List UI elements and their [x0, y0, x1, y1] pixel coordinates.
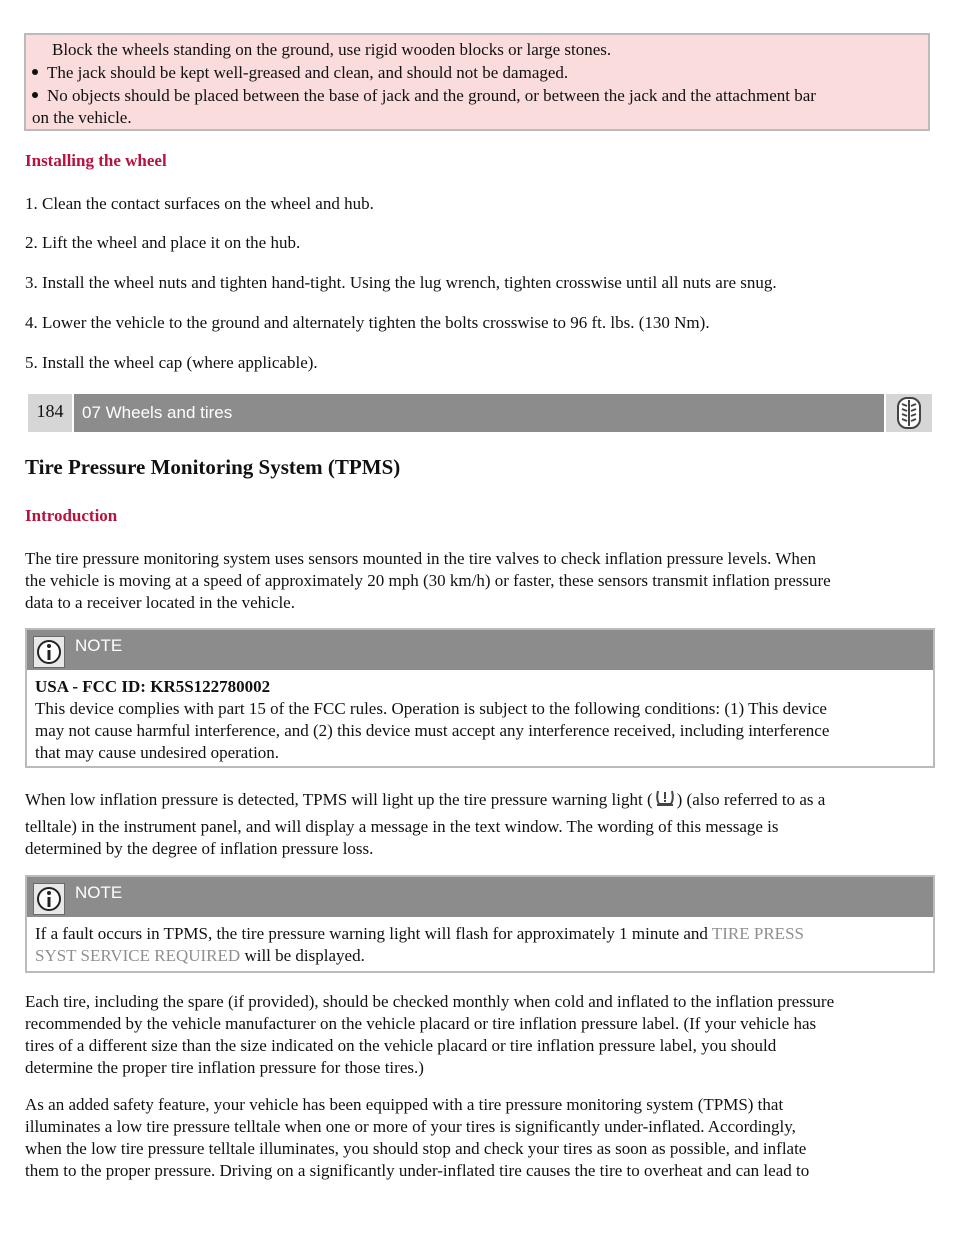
warning-bullet-text: The jack should be kept well-greased and clean, and should not be damaged. — [47, 63, 569, 82]
intro-heading: Introduction — [25, 506, 118, 525]
low-pressure-text: When low inflation pressure is detected, TPMS will light up the tire pressure warning light ( — [25, 789, 653, 809]
note-box-fcc — [25, 628, 935, 768]
info-icon — [33, 636, 65, 668]
info-icon — [33, 883, 65, 915]
note-body — [27, 917, 933, 973]
warning-box — [24, 33, 930, 131]
step-3: 3. Install the wheel nuts and tighten hand-tight. Using the lug wrench, tighten crosswise until all nuts are snug. — [25, 273, 777, 292]
tire-pressure-warning-icon — [653, 785, 677, 813]
para-line: determine the proper tire inflation pressure for those tires.) — [25, 1058, 424, 1077]
para-line: recommended by the vehicle manufacturer on the vehicle placard or tire inflation pressure label. (If your vehicle has — [25, 1014, 817, 1033]
note-header — [27, 630, 933, 670]
tire-tread-icon — [886, 394, 932, 432]
note-label: NOTE — [75, 883, 123, 902]
para-line: Each tire, including the spare (if provided), should be checked monthly when cold and inflated to the inflation pressure — [25, 992, 835, 1011]
installing-heading: Installing the wheel — [25, 151, 167, 170]
note-line: This device complies with part 15 of the FCC rules. Operation is subject to the following conditions: (1) This device — [35, 699, 827, 718]
note-body — [27, 670, 933, 770]
warning-bullet — [32, 62, 568, 84]
low-pressure-text: ) (also referred to as a — [676, 789, 826, 809]
low-pressure-line — [25, 787, 825, 815]
chapter-title: 07 Wheels and tires — [74, 394, 884, 432]
para-line: As an added safety feature, your vehicle has been equipped with a tire pressure monitoring system (TPMS) that — [25, 1095, 784, 1114]
page-number: 184 — [28, 394, 72, 432]
step-1: 1. Clean the contact surfaces on the wheel and hub. — [25, 194, 374, 213]
warning-bullet-cont: on the vehicle. — [32, 108, 132, 127]
intro-line: the vehicle is moving at a speed of approximately 20 mph (30 km/h) or faster, these sensors transmit inflation pressure — [25, 571, 831, 590]
intro-line: The tire pressure monitoring system uses sensors mounted in the tire valves to check inflation pressure levels. When — [25, 549, 816, 568]
note-line: that may cause undesired operation. — [35, 743, 280, 762]
low-pressure-line: telltale) in the instrument panel, and will display a message in the text window. The wording of this message is — [25, 817, 779, 836]
step-2: 2. Lift the wheel and place it on the hub. — [25, 233, 301, 252]
para-line: them to the proper pressure. Driving on a significantly under-inflated tire causes the tire to overheat and can lead to — [25, 1161, 810, 1180]
section-title: Tire Pressure Monitoring System (TPMS) — [25, 455, 401, 479]
note-label: NOTE — [75, 636, 123, 655]
warning-bullet — [32, 85, 816, 107]
note-text: will be displayed. — [240, 946, 365, 965]
warning-line: Block the wheels standing on the ground, use rigid wooden blocks or large stones. — [52, 40, 612, 59]
low-pressure-line: determined by the degree of inflation pressure loss. — [25, 839, 374, 858]
warning-bullet-text: No objects should be placed between the base of jack and the ground, or between the jack and the attachment bar — [47, 86, 816, 105]
para-line: illuminates a low tire pressure telltale when one or more of your tires is significantly under-inflated. Accordingly, — [25, 1117, 796, 1136]
note-line: may not cause harmful interference, and (2) this device must accept any interference received, including interference — [35, 721, 830, 740]
para-line: tires of a different size than the size indicated on the vehicle placard or tire inflation pressure label, you should — [25, 1036, 777, 1055]
display-message: TIRE PRESS — [711, 924, 804, 943]
step-4: 4. Lower the vehicle to the ground and alternately tighten the bolts crosswise to 96 ft. lbs. (130 Nm). — [25, 313, 710, 332]
note-header — [27, 877, 933, 917]
intro-line: data to a receiver located in the vehicle. — [25, 593, 295, 612]
bullet-icon — [32, 92, 38, 98]
bullet-icon — [32, 69, 38, 75]
step-5: 5. Install the wheel cap (where applicable). — [25, 353, 318, 372]
fcc-id: USA - FCC ID: KR5S122780002 — [35, 677, 271, 696]
para-line: when the low tire pressure telltale illuminates, you should stop and check your tires as soon as possible, and inflate — [25, 1139, 807, 1158]
display-message: SYST SERVICE REQUIRED — [35, 946, 241, 965]
note-text: If a fault occurs in TPMS, the tire pressure warning light will flash for approximately 1 minute and — [35, 924, 712, 943]
note-box-fault — [25, 875, 935, 973]
page-header-bar — [28, 394, 932, 432]
